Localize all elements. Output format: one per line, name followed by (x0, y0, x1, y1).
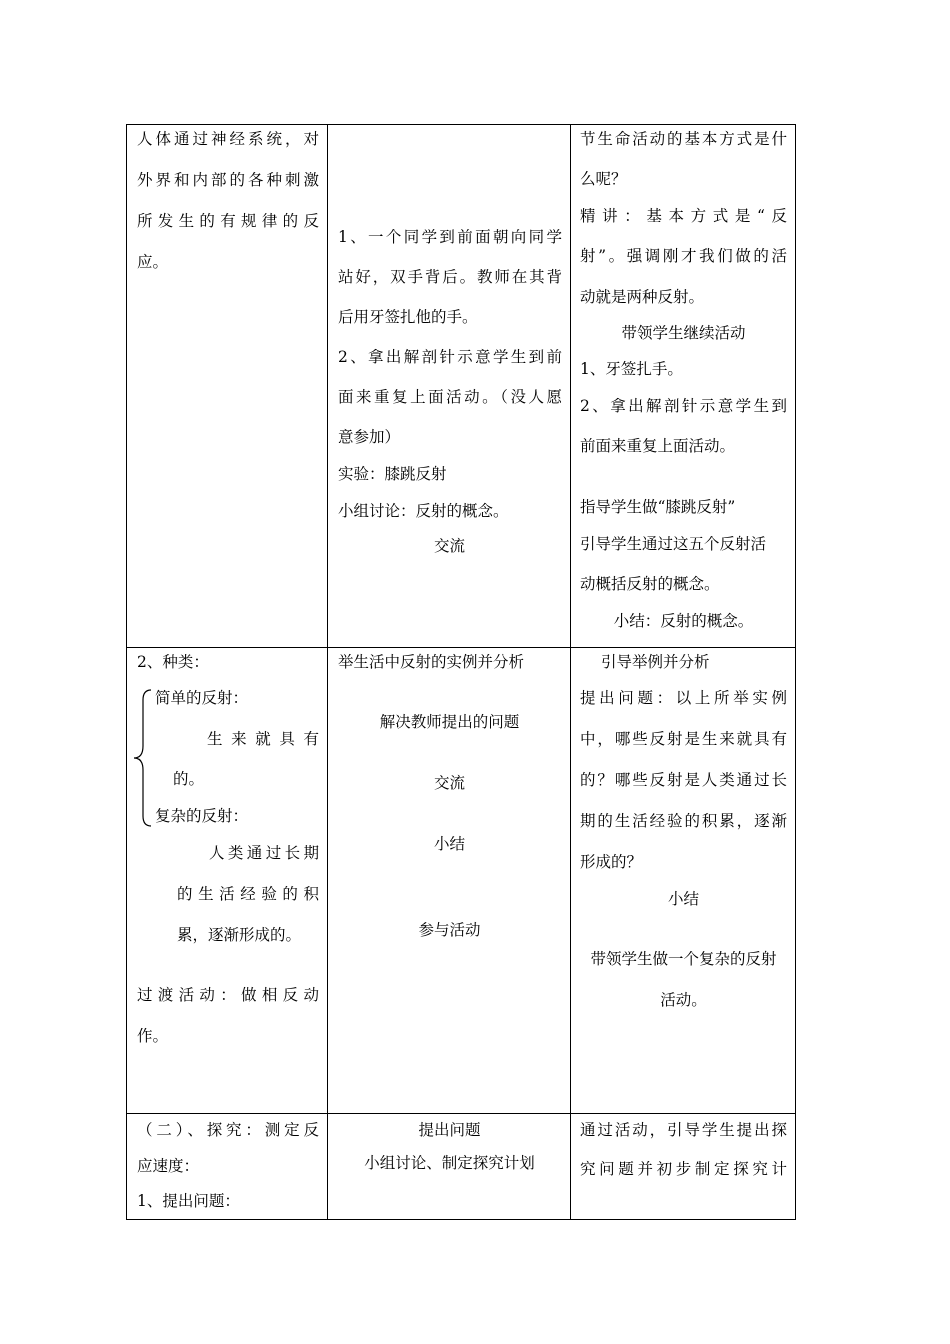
table-row (127, 125, 796, 648)
text-line: 应。 (137, 253, 169, 271)
text-line: 节生命活动的基本方式是什 (580, 130, 787, 148)
text-line: 所发生的有规律的反 (137, 212, 319, 230)
text-line: 小结：反射的概念。 (613, 612, 754, 630)
text-line: 2、拿出解剖针示意学生到前 (338, 348, 562, 366)
text-line: （二）、探究：测定反 (137, 1121, 319, 1139)
text-line: 实验：膝跳反射 (338, 465, 447, 483)
text-line: 面来重复上面活动。（没人愿 (338, 388, 562, 406)
content-cell (127, 648, 328, 1114)
text-line: 1、提出问题： (137, 1192, 240, 1210)
text-line: 的生活经验的积 (177, 885, 319, 903)
text-line: 动就是两种反射。 (580, 288, 705, 306)
text-line: 动概括反射的概念。 (580, 575, 720, 593)
text-line: 么呢？ (580, 170, 627, 188)
text-line: 小结 (433, 835, 465, 853)
text-line: 精讲：基本方式是“反 (580, 207, 787, 225)
teacher-activity-cell (571, 125, 796, 648)
teacher-activity-cell (571, 1114, 796, 1220)
text-line: 举生活中反射的实例并分析 (338, 653, 525, 671)
text-line: 前面来重复上面活动。 (580, 437, 736, 455)
student-activity-cell (328, 1114, 571, 1220)
text-line: 的。 (173, 770, 205, 788)
content-cell (127, 1114, 328, 1220)
text-line: 意参加） (338, 428, 401, 446)
table-row (127, 648, 796, 1114)
text-line: 期的生活经验的积累，逐渐 (580, 812, 787, 830)
text-line: 活动。 (660, 991, 707, 1009)
student-activity-cell (328, 648, 571, 1114)
content-cell (127, 125, 328, 648)
text-line: 小组讨论：反射的概念。 (338, 502, 509, 520)
lesson-plan-table (126, 124, 796, 1220)
text-line: 指导学生做“膝跳反射” (580, 498, 736, 516)
text-line: 提出问题 (418, 1121, 481, 1139)
text-line: 交流 (433, 537, 465, 555)
text-line: 小结 (667, 890, 699, 908)
text-line: 站好，双手背后。教师在其背 (338, 268, 562, 286)
text-line: 作。 (137, 1027, 169, 1045)
text-line: 简单的反射： (155, 689, 249, 707)
text-line: 交流 (433, 774, 465, 792)
text-line: 带领学生做一个复杂的反射 (590, 950, 777, 968)
text-line: 应速度： (137, 1157, 200, 1175)
student-activity-cell (328, 125, 571, 648)
text-line: 参与活动 (418, 921, 481, 939)
text-line: 复杂的反射： (155, 807, 249, 825)
table-row (127, 1114, 796, 1220)
text-line: 人类通过长期 (209, 844, 319, 862)
text-line: 究问题并初步制定探究计 (580, 1160, 787, 1178)
text-line: 小组讨论、制定探究计划 (364, 1154, 535, 1172)
text-line: 通过活动，引导学生提出探 (580, 1121, 787, 1139)
text-line: 后用牙签扎他的手。 (338, 308, 478, 326)
teacher-activity-cell (571, 648, 796, 1114)
text-line: 2、拿出解剖针示意学生到 (580, 397, 787, 415)
text-line: 外界和内部的各种刺激 (137, 171, 319, 189)
text-line: 人体通过神经系统，对 (137, 130, 319, 148)
text-line: 中，哪些反射是生来就具有 (580, 730, 787, 748)
text-line: 1、一个同学到前面朝向同学 (338, 228, 562, 246)
text-line: 1、牙签扎手。 (580, 360, 683, 378)
text-line: 解决教师提出的问题 (379, 713, 520, 731)
text-line: 的？哪些反射是人类通过长 (580, 771, 787, 789)
text-line: 带领学生继续活动 (621, 324, 746, 342)
text-line: 形成的？ (580, 853, 643, 871)
text-line: 累，逐渐形成的。 (177, 926, 302, 944)
curly-brace-icon (131, 688, 153, 828)
text-line: 过渡活动：做相反动 (137, 986, 319, 1004)
text-line: 引导举例并分析 (601, 653, 710, 671)
text-line: 提出问题：以上所举实例 (580, 689, 787, 707)
text-line: 射”。强调刚才我们做的活 (580, 247, 787, 265)
text-line: 引导学生通过这五个反射活 (580, 535, 767, 553)
text-line: 生来就具有 (207, 730, 319, 748)
text-line: 2、种类： (137, 653, 209, 671)
